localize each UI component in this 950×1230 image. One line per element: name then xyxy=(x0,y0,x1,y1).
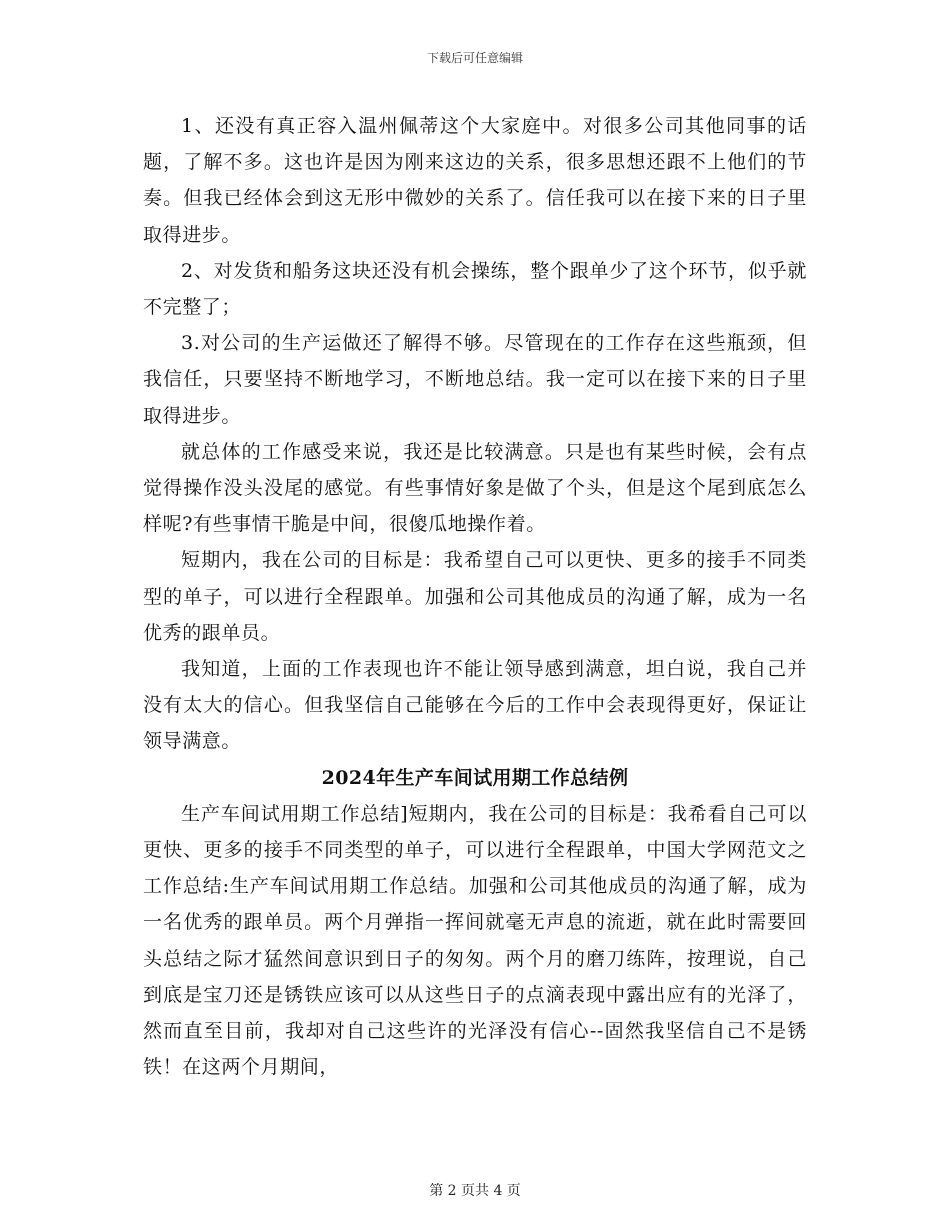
section-heading: 2024年生产车间试用期工作总结例 xyxy=(321,766,629,789)
paragraph-6: 我知道，上面的工作表现也许不能让领导感到满意，坦白说，我自己并没有太大的信心。但我坚信自己能够在今后的工作中会表现得更好，保证让领导满意。 xyxy=(143,658,807,753)
paragraph-5: 短期内，我在公司的目标是：我希望自己可以更快、更多的接手不同类型的单子，可以进行全程跟单。加强和公司其他成员的沟通了解，成为一名优秀的跟单员。 xyxy=(143,549,807,644)
page-footer: 第 2 页共 4 页 xyxy=(429,1183,521,1199)
page-header: 下载后可任意编辑 xyxy=(426,51,523,65)
paragraph-1: 1、还没有真正容入温州佩蒂这个大家庭中。对很多公司其他同事的话题，了解不多。这也许是因为刚来这边的关系，很多思想还跟不上他们的节奏。但我已经体会到这无形中微妙的关系了。信任我可以在接下来的日子里取得进步。 xyxy=(143,115,807,246)
document-body xyxy=(143,108,807,1085)
paragraph-2: 2、对发货和船务这块还没有机会操练，整个跟单少了这个环节，似乎就不完整了； xyxy=(143,259,807,319)
paragraph-7: 生产车间试用期工作总结]短期内，我在公司的目标是：我希看自己可以更快、更多的接手不同类型的单子，可以进行全程跟单，中国大学网范文之工作总结:生产车间试用期工作总结。加强和公司其他成员的沟通了解，成为一名优秀的跟单员。两个月弹指一挥间就毫无声息的流逝，就在此时需要回头总结之际才猛然间意识到日子的匆匆。两个月的磨刀练阵，按理说，自己到底是宝刀还是锈铁应该可以从这些日子的点滴表现中露出应有的光泽了，然而直至目前，我却对自己这些许的光泽没有信心--固然我坚信自己不是锈铁！在这两个月期间， xyxy=(143,802,807,1079)
paragraph-4: 就总体的工作感受来说，我还是比较满意。只是也有某些时候，会有点觉得操作没头没尾的感觉。有些事情好象是做了个头，但是这个尾到底怎么样呢?有些事情干脆是中间，很傻瓜地操作着。 xyxy=(143,440,807,536)
paragraph-3: 3.对公司的生产运做还了解得不够。尽管现在的工作存在这些瓶颈，但我信任，只要坚持不断地学习，不断地总结。我一定可以在接下来的日子里取得进步。 xyxy=(143,332,807,427)
